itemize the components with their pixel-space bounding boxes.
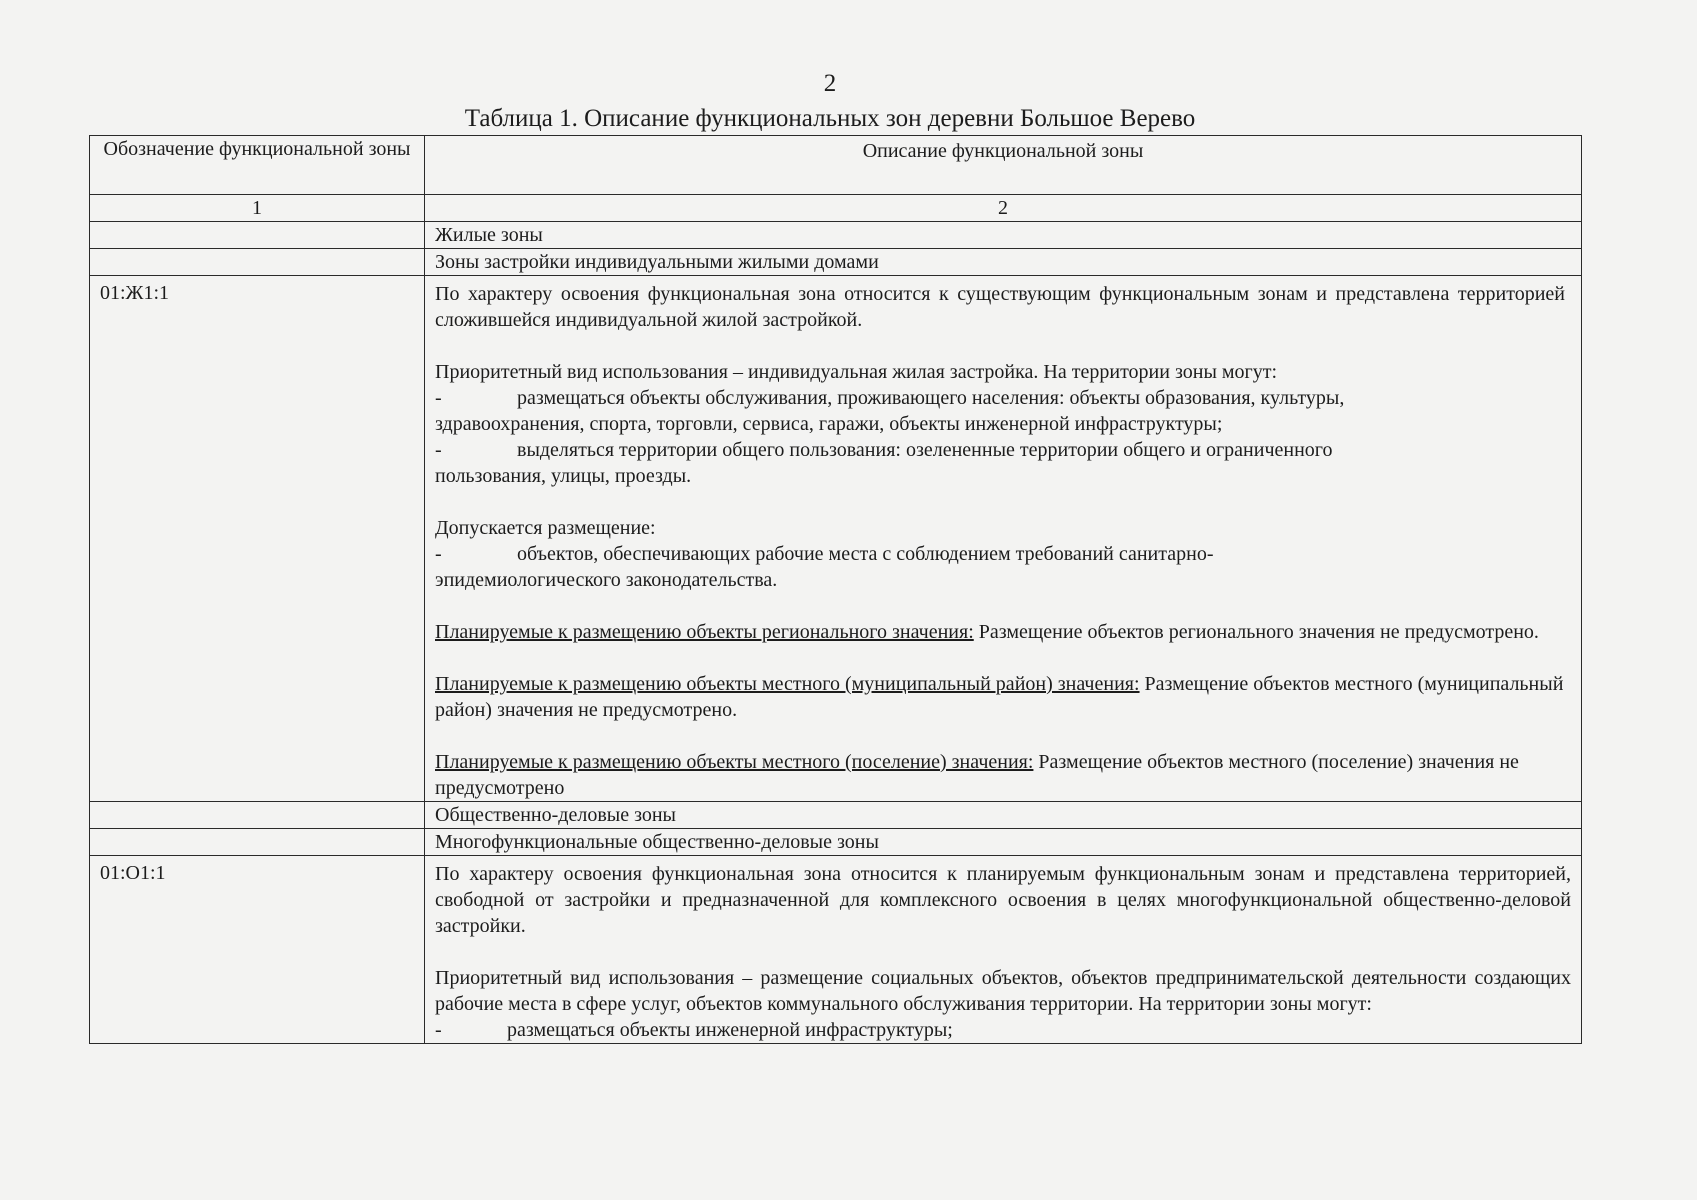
subsection-multifunctional: Многофункциональные общественно-деловые зоны [425,829,1582,856]
zone-description [425,276,1582,802]
zone-paragraph: По характеру освоения функциональная зона относится к существующим функциональным зонам и представлена территорией сложившейся индивидуальной жилой застройкой. [435,283,1565,331]
list-item-continuation: эпидемиологического законодательства. [435,569,778,591]
zone-description [425,856,1582,1044]
list-item-continuation: пользования, улицы, проезды. [435,465,692,487]
table-title: Таблица 1. Описание функциональных зон деревни Большое Верево [464,105,1196,132]
list-item: - объектов, обеспечивающих рабочие места с соблюдением требований санитарно- [435,543,1214,565]
settlement-objects-paragraph: Планируемые к размещению объекты местного (поселение) значения: Размещение объектов местного (поселение) значения не предусмотрено [435,751,1519,799]
table-row [90,276,1582,802]
column-number-row [90,195,1582,222]
section-row [90,802,1582,829]
regional-objects-paragraph: Планируемые к размещению объекты регионального значения: Размещение объектов регионального значения не предусмотрено. [435,621,1539,643]
zone-paragraph: По характеру освоения функциональная зона относится к планируемым функциональным зонам и представлена территорией, свободной от застройки и предназначенной для комплексного освоения в целях многофункциональной общественно-деловой застройки. [435,863,1571,937]
subsection-individual-housing: Зоны застройки индивидуальными жилыми домами [425,249,1582,276]
subsection-row [90,249,1582,276]
list-item: - выделяться территории общего пользования: озелененные территории общего и ограниченного [435,439,1333,461]
municipal-objects-paragraph: Планируемые к размещению объекты местного (муниципальный район) значения: Размещение объектов местного (муниципальный район) значения не предусмотрено. [435,673,1564,721]
table-row [90,856,1582,1044]
zone-code: 01:О1:1 [90,856,425,1044]
list-item: - размещаться объекты инженерной инфраструктуры; [435,1019,953,1041]
zone-paragraph: Допускается размещение: [435,517,656,539]
list-item: - размещаться объекты обслуживания, проживающего населения: объекты образования, культуры, [435,387,1345,409]
header-zone-description: Описание функциональной зоны [425,136,1582,195]
section-public-business: Общественно-деловые зоны [425,802,1582,829]
zone-code: 01:Ж1:1 [90,276,425,802]
subsection-row [90,829,1582,856]
header-zone-code: Обозначение функциональной зоны [90,136,425,195]
zone-paragraph: Приоритетный вид использования – индивидуальная жилая застройка. На территории зоны могут: [435,361,1278,383]
section-residential: Жилые зоны [425,222,1582,249]
page-number: 2 [823,70,837,97]
zones-table [89,135,1582,1044]
table-header-row [90,136,1582,195]
zone-paragraph: Приоритетный вид использования – размещение социальных объектов, объектов предпринимательской деятельности создающих рабочие места в сфере услуг, объектов коммунального обслуживания территории. На территории зоны могут: [435,967,1571,1015]
list-item-continuation: здравоохранения, спорта, торговли, сервиса, гаражи, объекты инженерной инфраструктуры; [435,413,1223,435]
section-row [90,222,1582,249]
column-number-1: 1 [90,195,425,222]
column-number-2: 2 [425,195,1582,222]
